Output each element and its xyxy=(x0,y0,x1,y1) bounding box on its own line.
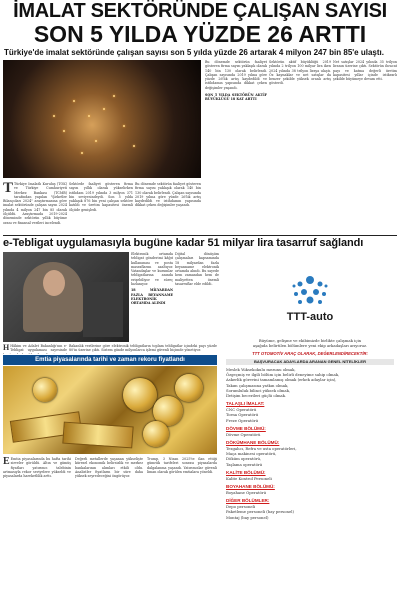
article2-column3: Dijital dönüşüm çalışmaları kapsamında 18 milyardan fazla beyanname elektronik ortamda alındı. Bu sayede hem zamandan hem de maliyetten önemli tasarruflar elde edildi. xyxy=(175,252,219,287)
article1-headline-line1: İMALAT SEKTÖRÜNDE ÇALIŞAN SAYISI xyxy=(13,0,387,22)
ad-section-item: Kalite Kontrol Personeli xyxy=(226,475,272,481)
ad-section-title: BOYAHANE BÖLÜMÜ: xyxy=(226,484,275,490)
divider xyxy=(3,235,397,236)
article1-headline-line2: SON 5 YILDA YÜZDE 26 ARTTI xyxy=(33,21,367,47)
article1-subhead: Türkiye'de imalat sektöründe çalışan sayısı son 5 yılda yüzde 26 artarak 4 milyon 247 bin 85'e ulaştı. xyxy=(4,48,384,57)
article2-headline: e-Tebligat uygulamasıyla bugüne kadar 51 milyar lira tasarruf sağlandı xyxy=(3,237,364,249)
article2-column2 xyxy=(131,252,173,342)
ad-section-item: Freze Operatörü xyxy=(226,417,259,423)
ad-section-title: DÖKÜMHANE BÖLÜMÜ: xyxy=(226,440,280,446)
ad-requirement-item: Özgeçmiş ve ilgili bölüm için belirli deneyime sahip olmak, xyxy=(226,372,340,378)
ad-section-item: Taşlama operatörü xyxy=(226,461,263,467)
ad-section-title: TALAŞLI İMALAT: xyxy=(226,401,265,407)
article3-column1-text: Emtia piyasalarında bu hafta tarihi zirveler görüldü. Altın ve gümüş fiyatları yatırımcı talebinin artmasıyla rekor seviyelere yükseldi ve piyasalarda hareketlilik arttı. xyxy=(3,457,71,479)
article3-column2: Değerli metallerde yaşanan yükselişte küresel ekonomik belirsizlik ve merkez bankalarının alımları etkili oldu. Analistler fiyatların bir süre daha yüksek seyredeceğini öngörüyor. xyxy=(75,457,143,479)
ad-section-item: Maça makinesi operatörü, xyxy=(226,451,277,457)
ad-intro-line1: Büyüme, gelişme ve ekibimizde birlikte çalışmak için xyxy=(258,338,362,343)
article1-column5: Net satışlar 2024 yılında 35 trilyon liranın üzerine çıktı. Sektörün ihracat payı ve katma değerli üretim kapasitesi yıllar içinde istikrarlı şekilde büyümeye devam etti. xyxy=(333,60,397,82)
article1-dropcap: T xyxy=(3,182,14,196)
ad-requirement-item: Askerlik görevini tamamlamış olmak (erkek adaylar için), xyxy=(226,377,337,383)
ad-section-item: Boyahane Operatörü xyxy=(226,490,267,496)
ad-section-item: Tezgahcı, Refra ve usta operatörleri, xyxy=(226,446,297,452)
article3-column1 xyxy=(3,457,71,594)
article3-band-title: Emtia piyasalarında tarihi ve zaman rekoru fiyatlandı xyxy=(3,355,217,365)
ad-section-item: Dövme Operatörü xyxy=(226,431,261,437)
ttt-auto-logo-mark xyxy=(222,258,398,336)
article1-photo xyxy=(3,60,201,178)
ad-requirement-item: Sorumluluk bilinci yüksek olmak, xyxy=(226,387,291,393)
ad-section-title: DÖVME BÖLÜMÜ: xyxy=(226,425,266,431)
article1-column1 xyxy=(3,182,67,234)
ad-section-item: Depo personeli xyxy=(226,504,256,510)
article1-subsection: SON 5 YILDA SEKTÖRÜN AKTİF BÜYÜKLÜĞÜ 18 KAT ARTTI xyxy=(205,93,267,102)
article3-dropcap: E xyxy=(3,457,10,467)
article1-column2b: Bu dönemde sektörün faaliyet gösteren firma sayısı yaklaşık olarak 140 bin 130 olarak belirlendi. Çalışan sayısında 2019 yılına göre yüzde 26'lık artış kaydedildi ve istihdamın yapısında dikkat çeken değişimler yaşandı. xyxy=(135,182,201,208)
ad-section-title: KALİTE BÖLÜMÜ: xyxy=(226,469,266,475)
ttt-auto-logo xyxy=(222,258,398,336)
article3-photo-gold xyxy=(3,366,217,454)
ad-section-item: Paketleme personeli (bay personel) xyxy=(226,509,294,515)
article2-photo xyxy=(3,252,129,342)
article1-column3 xyxy=(205,60,267,236)
ad-requirements-list xyxy=(222,367,398,398)
ad-sections xyxy=(222,401,398,520)
article1-column1-text: Türkiye İmalatlı Kuruluş (TÖK) ve Türkiye Cumhuriyeti Merkez Bankası (TCMB) tarafından yapılan "Şirketler Bilançoları 2024" araştırmasına göre imalat sektöründe çalışan sayısı 2024 yılında 4 milyon 247 bin 85 olarak ölçüldü. Araştırmada 2019-2024 döneminde sektörün yıllık büyüme oranı ve finansal verileri incelendi. xyxy=(3,182,67,225)
ad-requirement-item: İletişim becerileri güçlü olmak. xyxy=(226,393,287,399)
ad-section-item: Döküm operatörü, xyxy=(226,456,262,462)
ad-section-title: DİĞER BÖLÜMLER: xyxy=(226,498,270,504)
article2-column2-text: Elektronik ortamda tebligat gönderimi kâğıt kullanımını ve posta masraflarını azaltıyor. Vatandaşlar ve kurumlar tebligatlarına anında erişebiliyor ve süreç hızlanıyor. xyxy=(131,252,173,287)
article2-column1-text: Hâkim ve Adalet Bakanlığı'nın e-Tebligat uygulaması sayesinde xyxy=(10,344,67,353)
article3-column3: Trump, 3 Nisan 2025'te ilan ettiği gümrük tarifeleri sonrası piyasalarda dalgalanma yaşandı. Yatırımcılar güvenli liman olarak görülen emtialara yöneldi. xyxy=(147,457,217,474)
article1-column2: Sektörde faaliyet gösteren firma sayısı yıllık olarak yükselirken istihdam 2019 yılında 3 milyon 371 bin seviyesindeydi. Son 5 yılda yaklaşık 876 bin yeni çalışan sektöre katıldı ve üretim kapasitesi önemli ölçüde genişledi. xyxy=(69,182,133,212)
ad-requirement-item: Takım çalışmasına yatkın olmak, xyxy=(226,382,289,388)
ad-requirements-heading: TTT OTOMOTİV ARAÇ OLARAK, DEĞERLENDİRECEKTİR: xyxy=(252,351,368,356)
article2-column1 xyxy=(3,344,67,354)
ad-section-item: Montaj (bay personel) xyxy=(226,514,269,520)
article2-subsection: 18 MİLYARDAN FAZLA BEYANNAME ELEKTRONİK ORTAMDA ALINDI xyxy=(131,288,173,306)
ad-section-item: CNC Operatörü xyxy=(226,407,257,413)
article1-column4: Sektörün aktif büyüklüğü 2019 yılında 2 trilyon 100 milyar lira iken 2024 yılında 38 trilyon liraya ulaştı. Öz kaynaklar ve net satışlar da benzer şekilde yüksek oranlı artış gösterdi. xyxy=(269,60,331,86)
job-advertisement xyxy=(222,338,398,594)
ad-requirement-item: Meslek Yüksekokulu mezunu olmak, xyxy=(226,367,296,372)
article2-dropcap: H xyxy=(3,344,10,352)
ad-section-item: Torna Operatörü xyxy=(226,412,259,418)
ad-intro-line2: aşağıda belirtilen bölümlere yeni ekip arkadaşları arıyoruz. xyxy=(252,343,368,348)
ad-requirements-subheading: BAŞVURACAK ADAYLARDA ARANAN GENEL NİTELİKLER xyxy=(226,359,394,365)
article1-column3-text: Bu dönemde sektörün faaliyet gösteren firma sayısı yaklaşık olarak 140 bin 130 olarak belirlendi. Çalışan sayısında 2019 yılına göre yüzde 26'lık artış kaydedildi ve istihdamın yapısında dikkat çeken değişimler yaşandı. xyxy=(205,60,267,90)
ttt-auto-logo-text: TTT-auto xyxy=(286,311,334,323)
article2-column5: Bakanlık verilerine göre elektronik tebligatların toplam tebligatlar içindeki payı yüzde 80'in üzerine çıktı. Sistem günde milyonlarca işlemi güvenli biçimde yönetiyor. xyxy=(69,344,217,353)
